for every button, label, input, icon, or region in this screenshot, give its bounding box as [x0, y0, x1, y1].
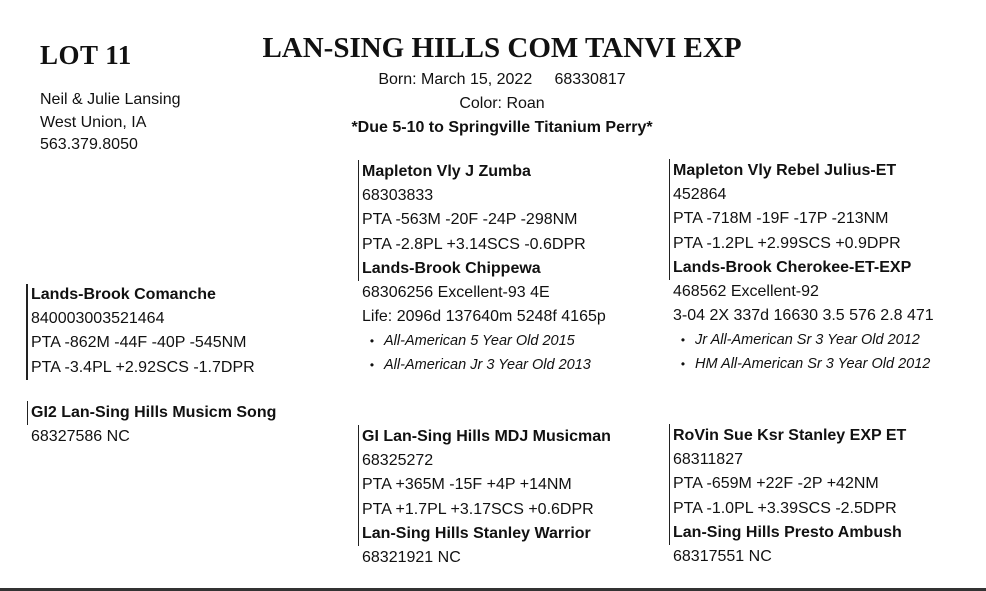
pgs-pta1: PTA -563M -20F -24P -298NM	[362, 211, 578, 229]
sire-block	[31, 283, 255, 380]
mgs-id: 68325272	[362, 452, 434, 470]
animal-name: LAN-SING HILLS COM TANVI EXP	[262, 32, 742, 64]
color-line: Color: Roan	[459, 95, 545, 112]
pgs-sire-id: 452864	[673, 186, 727, 204]
dam-name: GI2 Lan-Sing Hills Musicm Song	[27, 401, 276, 425]
pgs-sire-pta1: PTA -718M -19F -17P -213NM	[673, 210, 889, 228]
pgd-life: Life: 2096d 137640m 5248f 4165p	[362, 308, 606, 326]
mgd-name: Lan-Sing Hills Stanley Warrior	[358, 522, 611, 546]
mgs-sire-id: 68311827	[673, 451, 743, 469]
mgs-parents-block	[669, 424, 906, 569]
pgd-dam-awards	[669, 328, 934, 376]
mgd-dam-name: Lan-Sing Hills Presto Ambush	[669, 521, 906, 545]
mgd-dam-id: 68317551 NC	[673, 548, 772, 566]
born-line: Born: March 15, 2022 68330817	[378, 71, 626, 88]
mgs-sire-pta2: PTA -1.0PL +3.39SCS -2.5DPR	[673, 499, 897, 517]
mgs-sire-pta1: PTA -659M +22F -2P +42NM	[673, 475, 879, 493]
award-item: • All-American Jr 3 Year Old 2013	[369, 357, 591, 374]
pgd-awards	[358, 329, 606, 377]
owner-city: West Union, IA	[40, 113, 147, 131]
award-item: • All-American 5 Year Old 2015	[369, 333, 575, 350]
pgd-id: 68306256 Excellent-93 4E	[362, 284, 550, 302]
pgs-id: 68303833	[362, 187, 434, 205]
maternal-grandsire-block	[358, 425, 611, 570]
mgs-pta2: PTA +1.7PL +3.17SCS +0.6DPR	[362, 500, 594, 518]
owner-block	[40, 89, 181, 157]
mgs-name: GI Lan-Sing Hills MDJ Musicman	[362, 428, 611, 445]
pgs-sire-name: Mapleton Vly Rebel Julius-ET	[673, 162, 897, 179]
pgs-name: Mapleton Vly J Zumba	[362, 163, 531, 180]
award-item: • Jr All-American Sr 3 Year Old 2012	[680, 332, 920, 349]
paternal-grandsire-block	[358, 160, 606, 377]
pgs-pta2: PTA -2.8PL +3.14SCS -0.6DPR	[362, 235, 586, 253]
pgd-dam-name: Lands-Brook Cherokee-ET-EXP	[669, 256, 934, 280]
sire-pta1: PTA -862M -44F -40P -545NM	[31, 334, 247, 352]
mgd-id: 68321921 NC	[362, 549, 461, 567]
mgs-sire-name: RoVin Sue Ksr Stanley EXP ET	[673, 427, 907, 444]
sire-name: Lands-Brook Comanche	[31, 286, 216, 303]
owner-phone: 563.379.8050	[40, 136, 138, 153]
sire-bracket	[26, 284, 28, 380]
pgd-dam-id: 468562 Excellent-92	[673, 283, 819, 301]
due-line: *Due 5-10 to Springville Titanium Perry*	[351, 119, 653, 136]
pgs-sire-pta2: PTA -1.2PL +2.99SCS +0.9DPR	[673, 234, 901, 252]
mgs-pta1: PTA +365M -15F +4P +14NM	[362, 476, 572, 494]
award-item: • HM All-American Sr 3 Year Old 2012	[680, 356, 931, 373]
dam-id: 68327586 NC	[31, 428, 130, 446]
pgs-parents-block	[669, 159, 934, 376]
sire-pta2: PTA -3.4PL +2.92SCS -1.7DPR	[31, 358, 255, 376]
pgd-name: Lands-Brook Chippewa	[358, 257, 606, 281]
sire-id: 840003003521464	[31, 310, 165, 328]
owner-name: Neil & Julie Lansing	[40, 91, 181, 108]
pgd-dam-record: 3-04 2X 337d 16630 3.5 576 2.8 471	[673, 307, 934, 325]
dam-block	[27, 401, 276, 449]
lot-number: LOT 11	[40, 40, 132, 70]
